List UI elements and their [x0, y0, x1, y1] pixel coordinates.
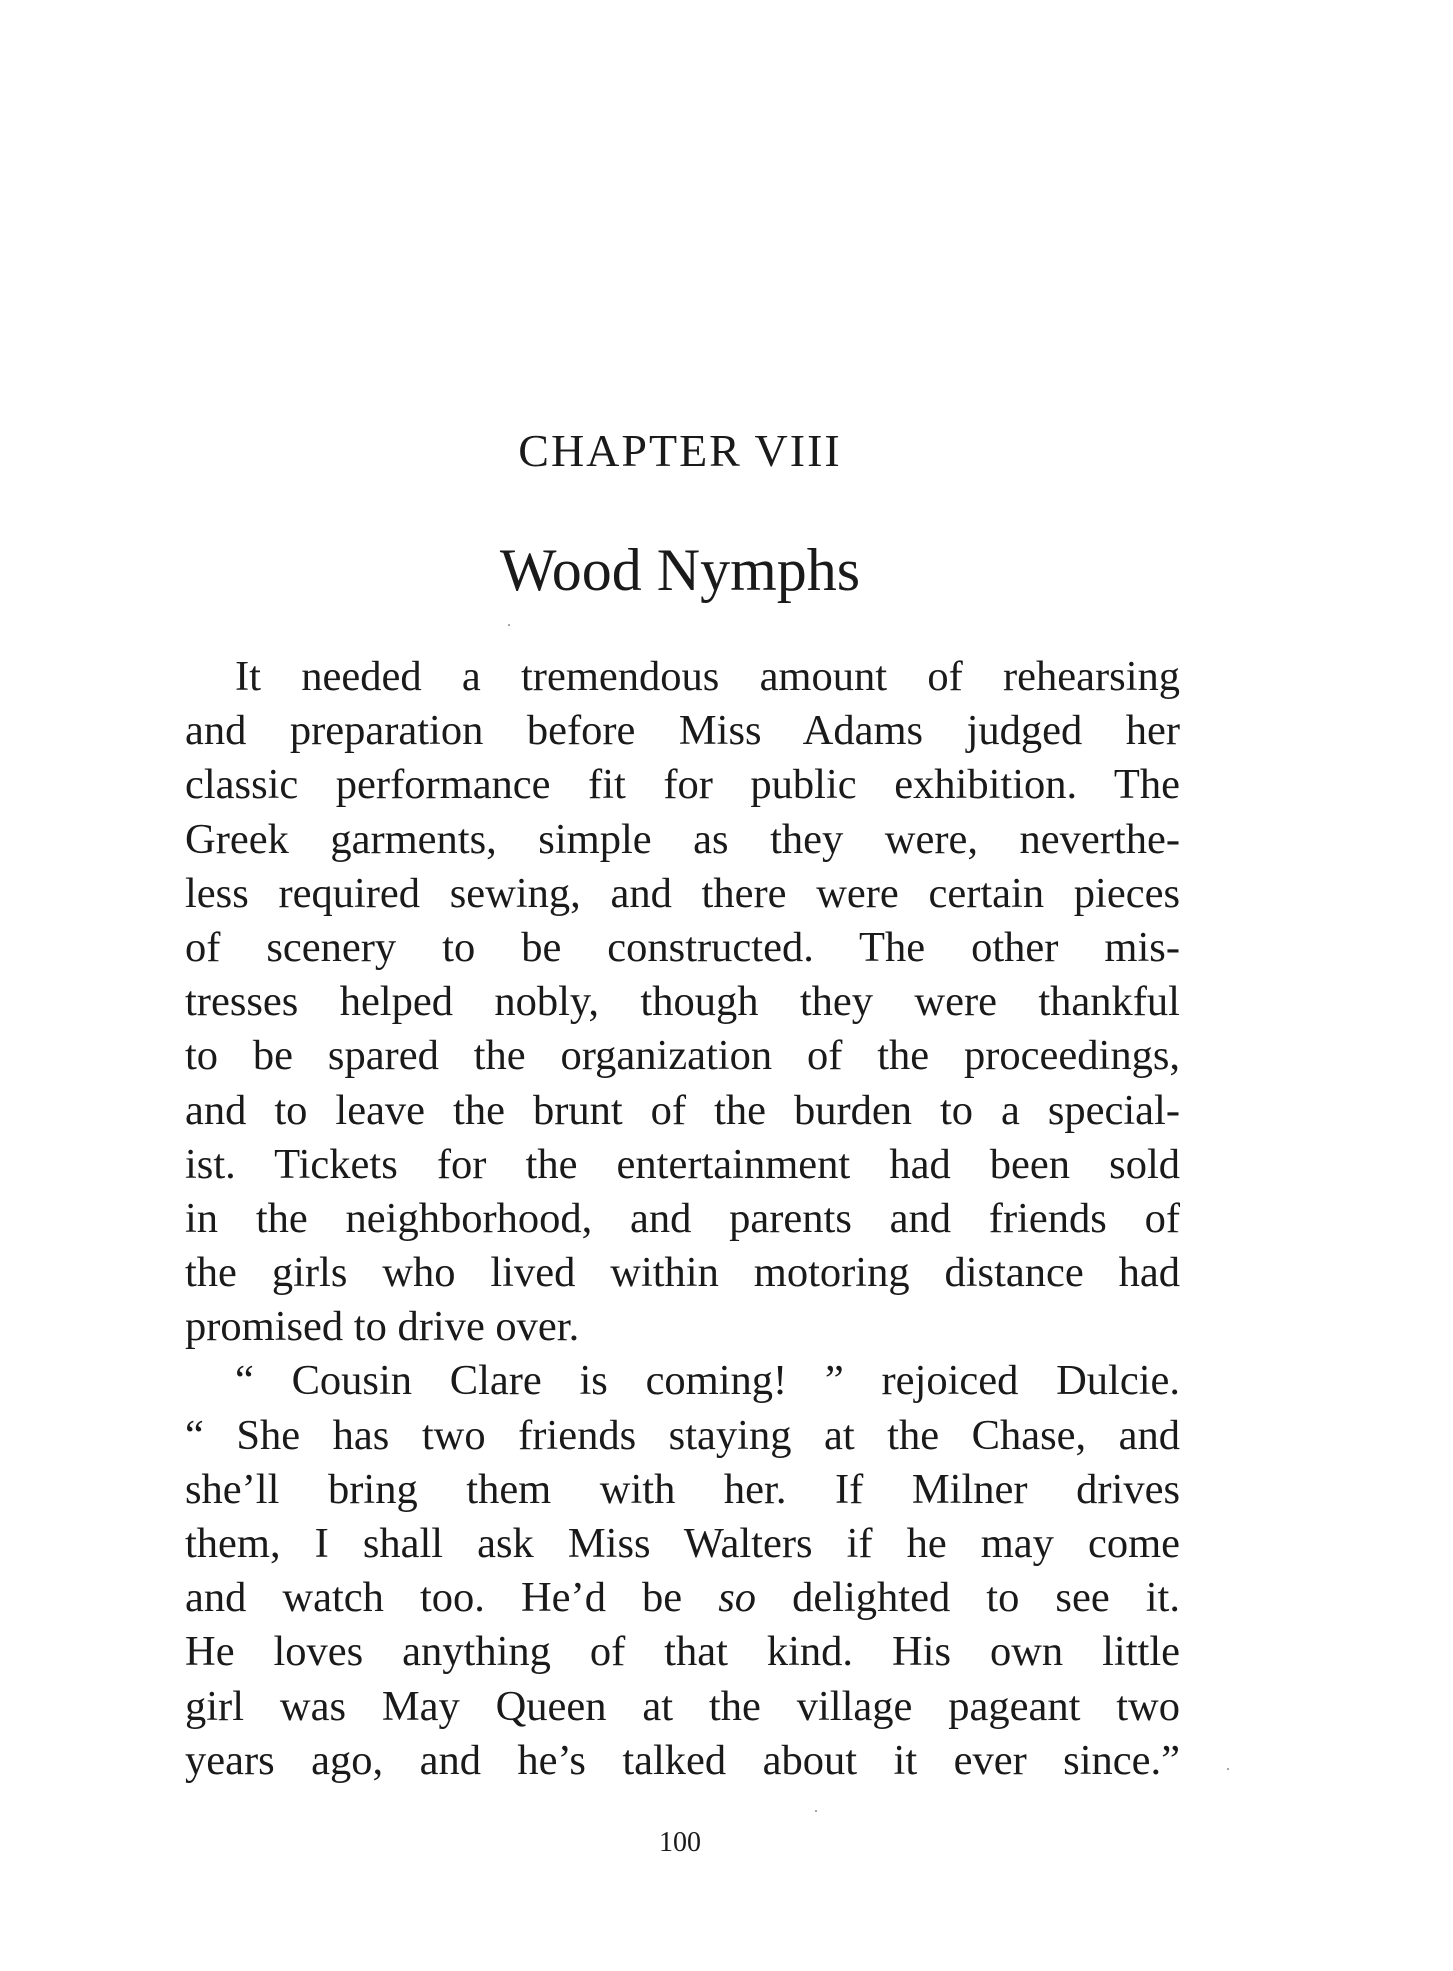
text-line: less required sewing, and there were certain pieces: [185, 869, 1180, 917]
text-line: “ She has two friends staying at the Chase, and: [185, 1411, 1180, 1459]
text-line: years ago, and he’s talked about it ever since.”: [185, 1736, 1180, 1784]
text-line: tresses helped nobly, though they were thankful: [185, 978, 1180, 1026]
chapter-body: [185, 650, 1180, 1788]
text-line: girl was May Queen at the village pageant two: [185, 1682, 1180, 1730]
text-line: of scenery to be constructed. The other mis-: [185, 923, 1180, 971]
chapter-number: CHAPTER VIII: [518, 425, 842, 476]
text-line: He loves anything of that kind. His own little: [185, 1628, 1180, 1676]
text-segment: and watch too. He’d be: [185, 1574, 719, 1622]
text-line: to be spared the organization of the proceedings,: [185, 1032, 1180, 1080]
text-segment: delighted to see it.: [756, 1574, 1180, 1622]
text-line: and to leave the brunt of the burden to a special-: [185, 1086, 1180, 1134]
text-line: classic performance fit for public exhibition. The: [185, 761, 1180, 809]
text-line: ist. Tickets for the entertainment had been sold: [185, 1140, 1180, 1188]
text-line: “ Cousin Clare is coming! ” rejoiced Dulcie.: [235, 1357, 1180, 1405]
text-line: the girls who lived within motoring distance had: [185, 1249, 1180, 1297]
text-line: Greek garments, simple as they were, neverthe-: [185, 815, 1180, 863]
print-speck: [1227, 1768, 1229, 1770]
text-line: them, I shall ask Miss Walters if he may come: [185, 1520, 1180, 1567]
italic-emphasis: so: [718, 1574, 756, 1622]
text-line: promised to drive over.: [185, 1303, 580, 1351]
text-line: It needed a tremendous amount of rehearsing: [235, 653, 1180, 700]
text-line: in the neighborhood, and parents and friends of: [185, 1194, 1180, 1242]
text-line: she’ll bring them with her. If Milner drives: [185, 1465, 1180, 1513]
text-line-with-italic: [185, 1571, 1180, 1625]
print-speck: [508, 624, 510, 626]
chapter-title: Wood Nymphs: [499, 537, 861, 603]
print-speck: [815, 1810, 817, 1812]
page-number: 100: [659, 1827, 701, 1858]
text-line: and preparation before Miss Adams judged her: [185, 707, 1180, 755]
